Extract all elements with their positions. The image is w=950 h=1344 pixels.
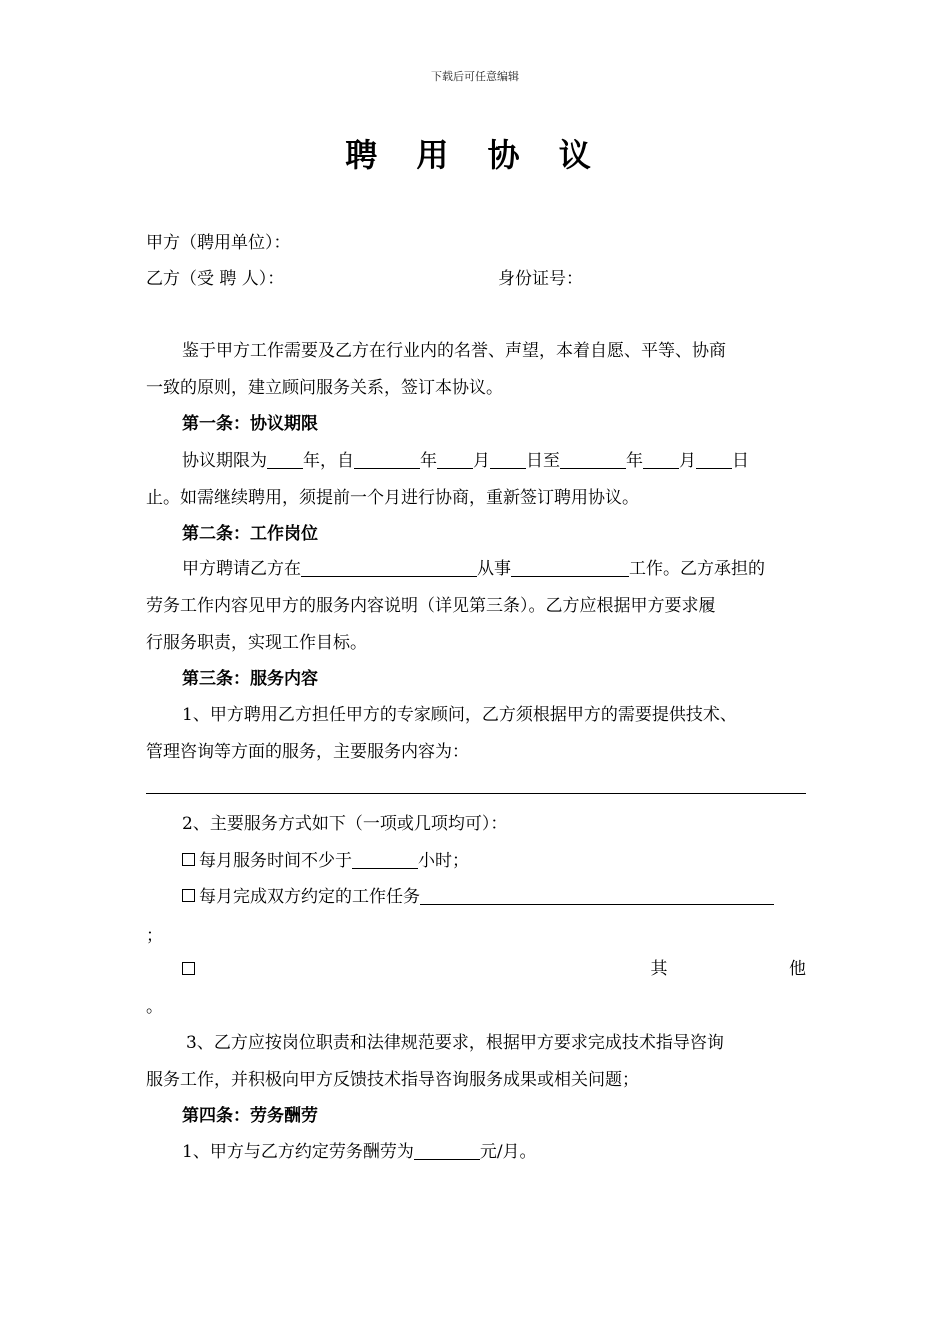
position-text: 从事	[477, 559, 511, 579]
tasks-blank[interactable]	[420, 886, 774, 905]
start-month-blank[interactable]	[437, 450, 473, 469]
term-text: 年，自	[303, 451, 354, 471]
article-2-line-1	[182, 558, 806, 580]
fee-text: 1、甲方与乙方约定劳务酬劳为	[182, 1142, 414, 1162]
option-text: 每月服务时间不少于	[199, 851, 352, 871]
start-day-blank[interactable]	[490, 450, 526, 469]
article-3-item-1-line-1: 1、甲方聘用乙方担任甲方的专家顾问，乙方须根据甲方的需要提供技术、	[182, 705, 737, 725]
checkbox-icon[interactable]	[182, 889, 195, 902]
article-4-title: 第四条：劳务酬劳	[182, 1106, 318, 1126]
end-day-blank[interactable]	[696, 450, 732, 469]
header-note: 下载后可任意编辑	[431, 70, 519, 83]
job-blank[interactable]	[511, 558, 629, 577]
term-text: 年	[420, 451, 437, 471]
end-year-blank[interactable]	[560, 450, 626, 469]
article-2-line-3: 行服务职责，实现工作目标。	[146, 633, 367, 653]
option-text: 每月完成双方约定的工作任务	[199, 887, 420, 907]
article-3-item-1-line-2: 管理咨询等方面的服务，主要服务内容为：	[146, 742, 469, 762]
checkbox-icon[interactable]	[182, 853, 195, 866]
article-2-line-2: 劳务工作内容见甲方的服务内容说明（详见第三条）。乙方应根据甲方要求履	[146, 596, 716, 616]
article-2-title: 第二条：工作岗位	[182, 524, 318, 544]
term-text: 日	[732, 451, 749, 471]
fee-text: 元/月。	[479, 1142, 537, 1162]
article-1-term-line	[182, 450, 806, 472]
position-text: 工作。乙方承担的	[629, 559, 765, 579]
term-text: 月	[473, 451, 490, 471]
article-3-item-3-line-1: 3、乙方应按岗位职责和法律规范要求，根据甲方要求完成技术指导咨询	[186, 1033, 724, 1053]
end-month-blank[interactable]	[643, 450, 679, 469]
option-monthly-hours	[182, 850, 806, 872]
service-content-blank[interactable]	[146, 793, 806, 794]
option-text: 小时；	[418, 851, 469, 871]
option-3-end: 。	[146, 997, 163, 1017]
party-b-label: 乙方（受 聘 人）：	[146, 269, 285, 289]
article-3-title: 第三条：服务内容	[182, 669, 318, 689]
fee-blank[interactable]	[414, 1141, 480, 1160]
id-number-label: 身份证号：	[498, 269, 583, 289]
term-text: 月	[679, 451, 696, 471]
article-1-title: 第一条：协议期限	[182, 414, 318, 434]
document-title: 聘 用 协 议	[345, 136, 605, 174]
option-text: 他	[789, 959, 806, 979]
workplace-blank[interactable]	[301, 558, 477, 577]
article-3-item-3-line-2: 服务工作，并积极向甲方反馈技术指导咨询服务成果或相关问题；	[146, 1070, 639, 1090]
party-a-line: 甲方（聘用单位）：	[146, 233, 291, 253]
checkbox-icon[interactable]	[182, 962, 195, 975]
article-4-item-1	[182, 1141, 806, 1163]
article-1-line-2: 止。如需继续聘用，须提前一个月进行协商，重新签订聘用协议。	[146, 488, 639, 508]
article-3-item-2: 2、主要服务方式如下（一项或几项均可）：	[182, 814, 508, 834]
years-blank[interactable]	[267, 450, 303, 469]
hours-blank[interactable]	[352, 850, 418, 869]
intro-line-1: 鉴于甲方工作需要及乙方在行业内的名誉、声望，本着自愿、平等、协商	[182, 341, 726, 361]
term-text: 日至	[526, 451, 560, 471]
term-text: 年	[626, 451, 643, 471]
term-text: 协议期限为	[182, 451, 267, 471]
option-text: 其	[650, 959, 668, 979]
option-other	[182, 958, 806, 980]
position-text: 甲方聘请乙方在	[182, 559, 301, 579]
option-monthly-tasks	[182, 886, 806, 908]
intro-line-2: 一致的原则，建立顾问服务关系，签订本协议。	[146, 378, 503, 398]
party-b-line	[146, 268, 806, 290]
option-2-end: ；	[146, 926, 163, 946]
start-year-blank[interactable]	[354, 450, 420, 469]
